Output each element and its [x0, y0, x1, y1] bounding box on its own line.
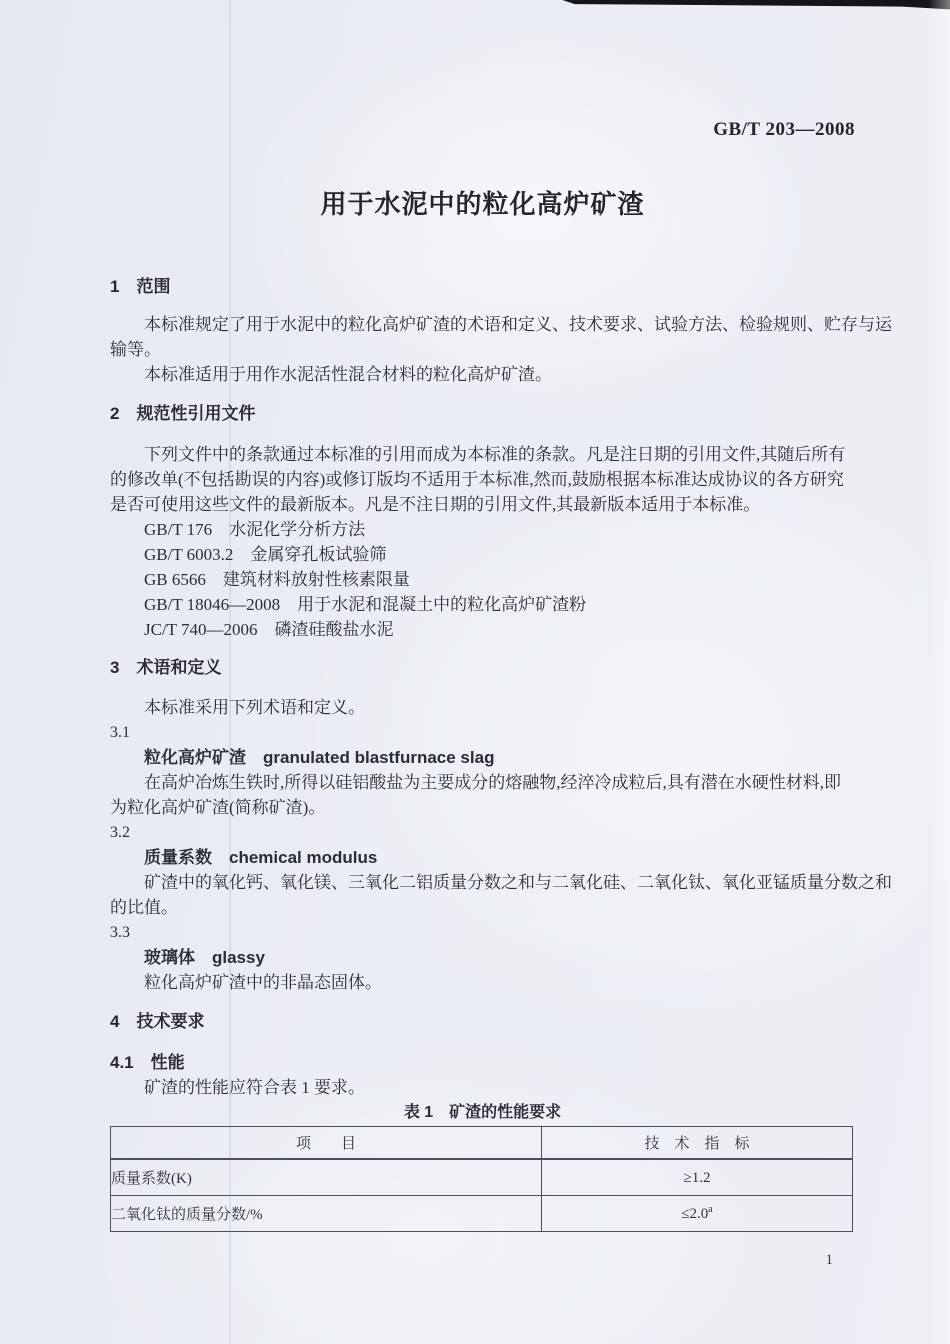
scope-paragraph-line: 输等。: [110, 340, 161, 359]
section-3-heading: 3 术语和定义: [110, 658, 222, 677]
section-4-1-heading: 4.1 性能: [110, 1053, 185, 1072]
table-1-caption: 表 1 矿渣的性能要求: [403, 1104, 562, 1121]
document-title: 用于水泥中的粒化高炉矿渣: [320, 189, 645, 219]
column-header-item: 项 目: [111, 1127, 542, 1160]
references-intro-line: 的修改单(不包括勘误的内容)或修订版均不适用于本标准,然而,鼓励根据本标准达成协议的各方研究: [110, 470, 844, 489]
reference-item: GB/T 176 水泥化学分析方法: [144, 520, 366, 539]
clause-number: 3.3: [110, 924, 130, 941]
scope-paragraph-line: 本标准适用于用作水泥活性混合材料的粒化高炉矿渣。: [144, 365, 552, 384]
paper-edge-sheen: [928, 0, 950, 1344]
clause-number: 3.2: [110, 824, 130, 841]
term-definition-title: 质量系数 chemical modulus: [144, 848, 378, 867]
requirements-body-line: 矿渣的性能应符合表 1 要求。: [144, 1078, 365, 1097]
table-cell-item: 质量系数(K): [111, 1159, 542, 1196]
term-definition-line: 粒化高炉矿渣中的非晶态固体。: [144, 973, 382, 992]
references-intro-line: 下列文件中的条款通过本标准的引用而成为本标准的条款。凡是注日期的引用文件,其随后所有: [144, 445, 846, 464]
clause-number: 3.1: [110, 724, 130, 741]
table-row: [111, 1196, 853, 1232]
reference-item: GB/T 6003.2 金属穿孔板试验筛: [144, 545, 387, 564]
reference-item: JC/T 740—2006 磷渣硅酸盐水泥: [144, 620, 394, 639]
reference-item: GB/T 18046—2008 用于水泥和混凝土中的粒化高炉矿渣粉: [144, 595, 587, 614]
table-cell-item: 二氧化钛的质量分数/%: [111, 1196, 542, 1232]
spec-value: ≤2.0: [681, 1206, 709, 1222]
column-header-spec: 技 术 指 标: [542, 1127, 853, 1160]
standard-code: GB/T 203—2008: [713, 119, 855, 140]
term-definition-line: 矿渣中的氧化钙、氧化镁、三氧化二铝质量分数之和与二氧化硅、二氧化钛、氧化亚锰质量分数之和: [144, 873, 892, 892]
document-content: [110, 0, 892, 1269]
spec-value: ≥1.2: [683, 1170, 711, 1186]
performance-requirements-table: [110, 1126, 853, 1232]
references-intro-line: 是否可使用这些文件的最新版本。凡是不注日期的引用文件,其最新版本适用于本标准。: [110, 495, 761, 514]
scope-paragraph-line: 本标准规定了用于水泥中的粒化高炉矿渣的术语和定义、技术要求、试验方法、检验规则、贮存与运: [144, 315, 892, 334]
term-definition-title: 玻璃体 glassy: [144, 948, 265, 967]
table-row: [111, 1159, 853, 1196]
terms-intro: 本标准采用下列术语和定义。: [144, 698, 365, 717]
term-definition-title: 粒化高炉矿渣 granulated blastfurnace slag: [144, 748, 495, 767]
reference-item: GB 6566 建筑材料放射性核素限量: [144, 570, 410, 589]
section-1-heading: 1 范围: [110, 277, 171, 296]
table-cell-value: [542, 1196, 853, 1232]
table-cell-value: [542, 1159, 853, 1196]
section-4-heading: 4 技术要求: [110, 1012, 205, 1031]
page-number: 1: [825, 1252, 833, 1268]
term-definition-line: 在高炉冶炼生铁时,所得以硅铝酸盐为主要成分的熔融物,经淬冷成粒后,具有潜在水硬性材料,即: [144, 773, 841, 792]
footnote-marker: a: [708, 1204, 713, 1215]
section-2-heading: 2 规范性引用文件: [110, 404, 256, 423]
term-definition-line: 为粒化高炉矿渣(简称矿渣)。: [110, 798, 326, 817]
term-definition-line: 的比值。: [110, 898, 178, 917]
table-header-row: [111, 1127, 853, 1160]
